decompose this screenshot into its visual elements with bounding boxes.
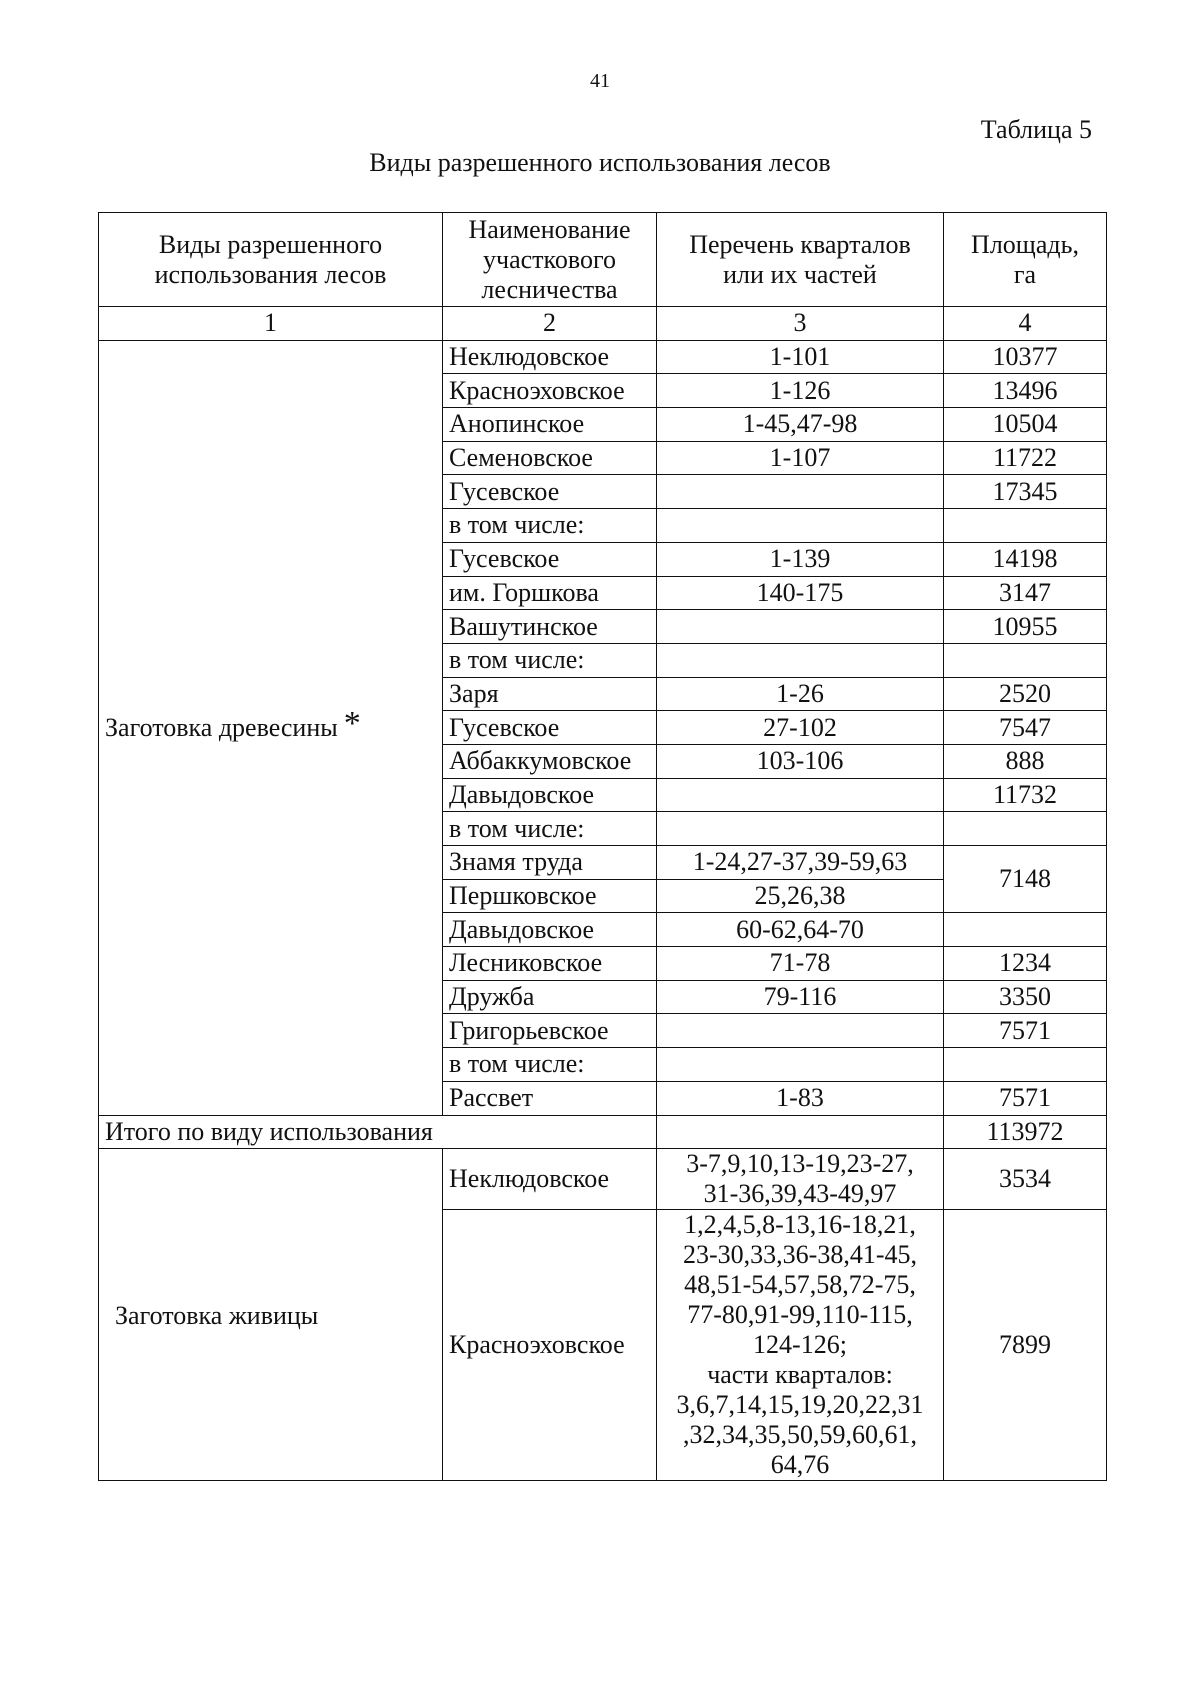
- area-value: [944, 509, 1107, 543]
- column-number: 4: [944, 307, 1107, 341]
- area-value: [944, 812, 1107, 846]
- area-value: 3350: [944, 980, 1107, 1014]
- quarter-line: части кварталов:: [707, 1360, 893, 1390]
- quarter-list: 1-107: [657, 441, 944, 475]
- quarter-line: ,32,34,35,50,59,60,61,: [683, 1420, 917, 1450]
- column-number: 3: [657, 307, 944, 341]
- quarter-list: 103-106: [657, 744, 944, 778]
- area-value: [944, 913, 1107, 947]
- header-cell: Площадь, га: [944, 213, 1107, 307]
- forestry-name: Вашутинское: [443, 610, 657, 644]
- header-cell: Перечень кварталов или их частей: [657, 213, 944, 307]
- quarter-list: 140-175: [657, 576, 944, 610]
- area-value: 7571: [944, 1081, 1107, 1115]
- page-number: 41: [590, 70, 610, 92]
- forestry-name: Красноэховское: [443, 374, 657, 408]
- quarter-list: [657, 610, 944, 644]
- column-number-row: [99, 307, 1107, 341]
- table-row: [99, 340, 1107, 374]
- area-value: [944, 1048, 1107, 1082]
- quarter-list: 25,26,38: [657, 879, 944, 913]
- area-value: 11732: [944, 778, 1107, 812]
- forestry-name: в том числе:: [443, 643, 657, 677]
- quarter-line: 1,2,4,5,8-13,16-18,21,: [684, 1210, 916, 1240]
- area-value: 11722: [944, 441, 1107, 475]
- forestry-name: Давыдовское: [443, 913, 657, 947]
- area-value: 1234: [944, 947, 1107, 981]
- quarter-list: 1-24,27-37,39-59,63: [657, 846, 944, 880]
- quarter-line: 48,51-54,57,58,72-75,: [684, 1270, 916, 1300]
- table-label: Таблица 5: [980, 115, 1092, 144]
- quarter-list: [657, 1014, 944, 1048]
- area-value: 13496: [944, 374, 1107, 408]
- forestry-name: Анопинское: [443, 408, 657, 442]
- subtotal-row: [99, 1115, 1107, 1149]
- area-value: 7899: [944, 1210, 1107, 1481]
- area-value: [944, 643, 1107, 677]
- header-row: [99, 213, 1107, 307]
- quarter-list: 1-139: [657, 542, 944, 576]
- quarter-line: 31-36,39,43-49,97: [703, 1179, 897, 1209]
- forestry-name: Аббаккумовское: [443, 744, 657, 778]
- use-kind-label: Заготовка древесины: [105, 712, 338, 742]
- footnote-mark: *: [343, 704, 361, 742]
- use-kind-cell: [99, 340, 443, 1115]
- quarter-list: 1-83: [657, 1081, 944, 1115]
- quarter-list: 27-102: [657, 711, 944, 745]
- forestry-name: Неклюдовское: [443, 1149, 657, 1210]
- quarter-list: [657, 1149, 944, 1210]
- quarter-list: [657, 509, 944, 543]
- use-kind-cell: Заготовка живицы: [99, 1149, 443, 1481]
- forest-use-table: [98, 212, 1107, 1481]
- area-value: 10955: [944, 610, 1107, 644]
- quarter-line: 64,76: [770, 1450, 830, 1480]
- quarter-list: 1-26: [657, 677, 944, 711]
- forestry-name: Григорьевское: [443, 1014, 657, 1048]
- quarter-list: 71-78: [657, 947, 944, 981]
- forestry-name: в том числе:: [443, 812, 657, 846]
- quarter-line: 3-7,9,10,13-19,23-27,: [686, 1149, 914, 1179]
- forestry-name: им. Горшкова: [443, 576, 657, 610]
- forestry-name: Гусевское: [443, 711, 657, 745]
- area-value: 7571: [944, 1014, 1107, 1048]
- column-number: 1: [99, 307, 443, 341]
- quarter-list: [657, 1210, 944, 1481]
- forestry-name: Знамя труда: [443, 846, 657, 880]
- forestry-name: Першковское: [443, 879, 657, 913]
- area-value: 7148: [944, 846, 1107, 913]
- quarter-line: 23-30,33,36-38,41-45,: [683, 1240, 917, 1270]
- table-title: Виды разрешенного использования лесов: [369, 148, 831, 177]
- area-value: 3147: [944, 576, 1107, 610]
- quarter-list: 60-62,64-70: [657, 913, 944, 947]
- quarter-list: 1-126: [657, 374, 944, 408]
- column-number: 2: [443, 307, 657, 341]
- table-row: [99, 1149, 1107, 1210]
- forestry-name: Дружба: [443, 980, 657, 1014]
- area-value: 888: [944, 744, 1107, 778]
- forestry-name: Заря: [443, 677, 657, 711]
- forestry-name: в том числе:: [443, 509, 657, 543]
- quarter-list: [657, 1048, 944, 1082]
- quarter-list: [657, 812, 944, 846]
- header-cell: Виды разрешенного использования лесов: [99, 213, 443, 307]
- area-value: 14198: [944, 542, 1107, 576]
- header-cell: Наименование участкового лесничества: [443, 213, 657, 307]
- forestry-name: Красноэховское: [443, 1210, 657, 1481]
- quarter-list: [657, 778, 944, 812]
- quarter-line: 3,6,7,14,15,19,20,22,31: [676, 1390, 924, 1420]
- quarter-list: 1-101: [657, 340, 944, 374]
- area-value: 10504: [944, 408, 1107, 442]
- quarter-list: 1-45,47-98: [657, 408, 944, 442]
- area-value: 17345: [944, 475, 1107, 509]
- forestry-name: Лесниковское: [443, 947, 657, 981]
- forestry-name: Семеновское: [443, 441, 657, 475]
- area-value: 10377: [944, 340, 1107, 374]
- quarter-list: [657, 1115, 944, 1149]
- area-value: 3534: [944, 1149, 1107, 1210]
- forestry-name: Гусевское: [443, 542, 657, 576]
- subtotal-area: 113972: [944, 1115, 1107, 1149]
- area-value: 7547: [944, 711, 1107, 745]
- area-value: 2520: [944, 677, 1107, 711]
- quarter-line: 124-126;: [753, 1330, 847, 1360]
- forestry-name: в том числе:: [443, 1048, 657, 1082]
- quarter-list: [657, 475, 944, 509]
- quarter-list: 79-116: [657, 980, 944, 1014]
- quarter-line: 77-80,91-99,110-115,: [687, 1300, 913, 1330]
- forestry-name: Гусевское: [443, 475, 657, 509]
- forestry-name: Давыдовское: [443, 778, 657, 812]
- subtotal-label: Итого по виду использования: [99, 1115, 657, 1149]
- forestry-name: Неклюдовское: [443, 340, 657, 374]
- quarter-list: [657, 643, 944, 677]
- forestry-name: Рассвет: [443, 1081, 657, 1115]
